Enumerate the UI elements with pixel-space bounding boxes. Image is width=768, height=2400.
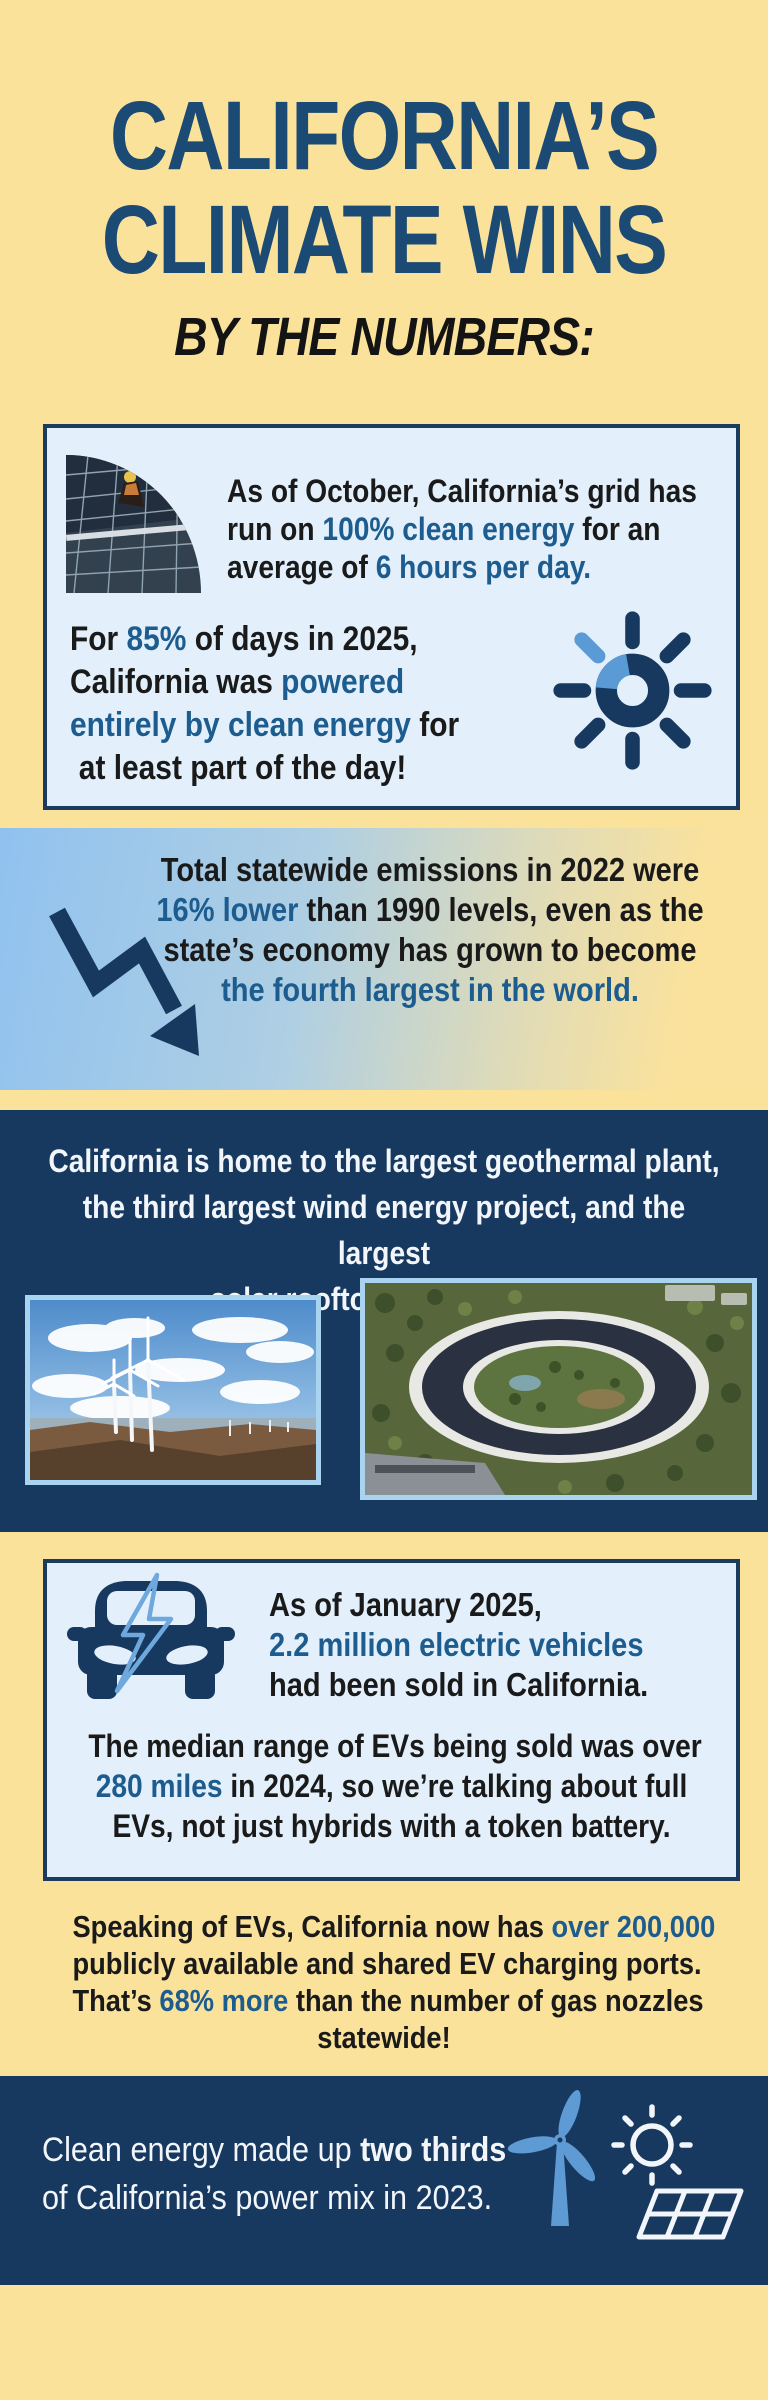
sun-loading-icon	[550, 608, 715, 773]
footer-band	[0, 2076, 768, 2285]
page-subtitle: BY THE NUMBERS:	[174, 307, 594, 367]
solar-panel-icon	[627, 2185, 747, 2245]
wind-farm-photo-art	[30, 1300, 316, 1480]
solar-panel-worker-photo	[66, 455, 201, 593]
electric-car-icon	[65, 1571, 237, 1713]
apple-park-photo-art	[365, 1283, 752, 1495]
records-text: California is home to the largest geothermal plant, the third largest wind energy project, and the largest rooftop	[48, 1143, 720, 1317]
title-line-1: CALIFORNIA’S	[109, 81, 659, 190]
clean-energy-card	[43, 424, 740, 810]
grid-stat-text: As of October, California’s grid has run on 100% clean energy for an average of 6 hours per day.	[227, 473, 697, 585]
solar-panel-photo-art	[66, 455, 201, 593]
footer-text: Clean energy made up two thirds of California’s power mix in 2023.	[42, 2131, 507, 2217]
emissions-band	[0, 828, 768, 1090]
emissions-text: Total statewide emissions in 2022 were 16% lower than 1990 levels, even as the state’s economy has grown to become the fourth largest in the world.	[156, 851, 704, 1008]
clean-days-stat-text: For 85% of days in 2025, California was powered entirely by clean energy for at least part of the day!	[70, 620, 460, 787]
wind-farm-photo	[25, 1295, 321, 1485]
ev-sold-text: As of January 2025, 2.2 million electric vehicles had been sold in California.	[269, 1586, 649, 1703]
apple-park-solar-rooftop-photo	[360, 1278, 757, 1500]
ev-card	[43, 1559, 740, 1881]
ev-range-text: The median range of EVs being sold was over 280 miles in 2024, so we’re talking about full EVs, not just hybrids with a token battery.	[88, 1728, 702, 1844]
page-title	[65, 81, 702, 294]
sun-icon	[607, 2103, 697, 2193]
charging-ports-text: Speaking of EVs, California now has over 200,000 publicly available and shared EV charging ports. That’s 68% more than the number of gas nozzles statewide!	[72, 1909, 716, 2055]
records-section	[0, 1110, 768, 1532]
wind-turbine-icon	[505, 2090, 615, 2230]
title-line-2: CLIMATE WINS	[101, 185, 667, 294]
